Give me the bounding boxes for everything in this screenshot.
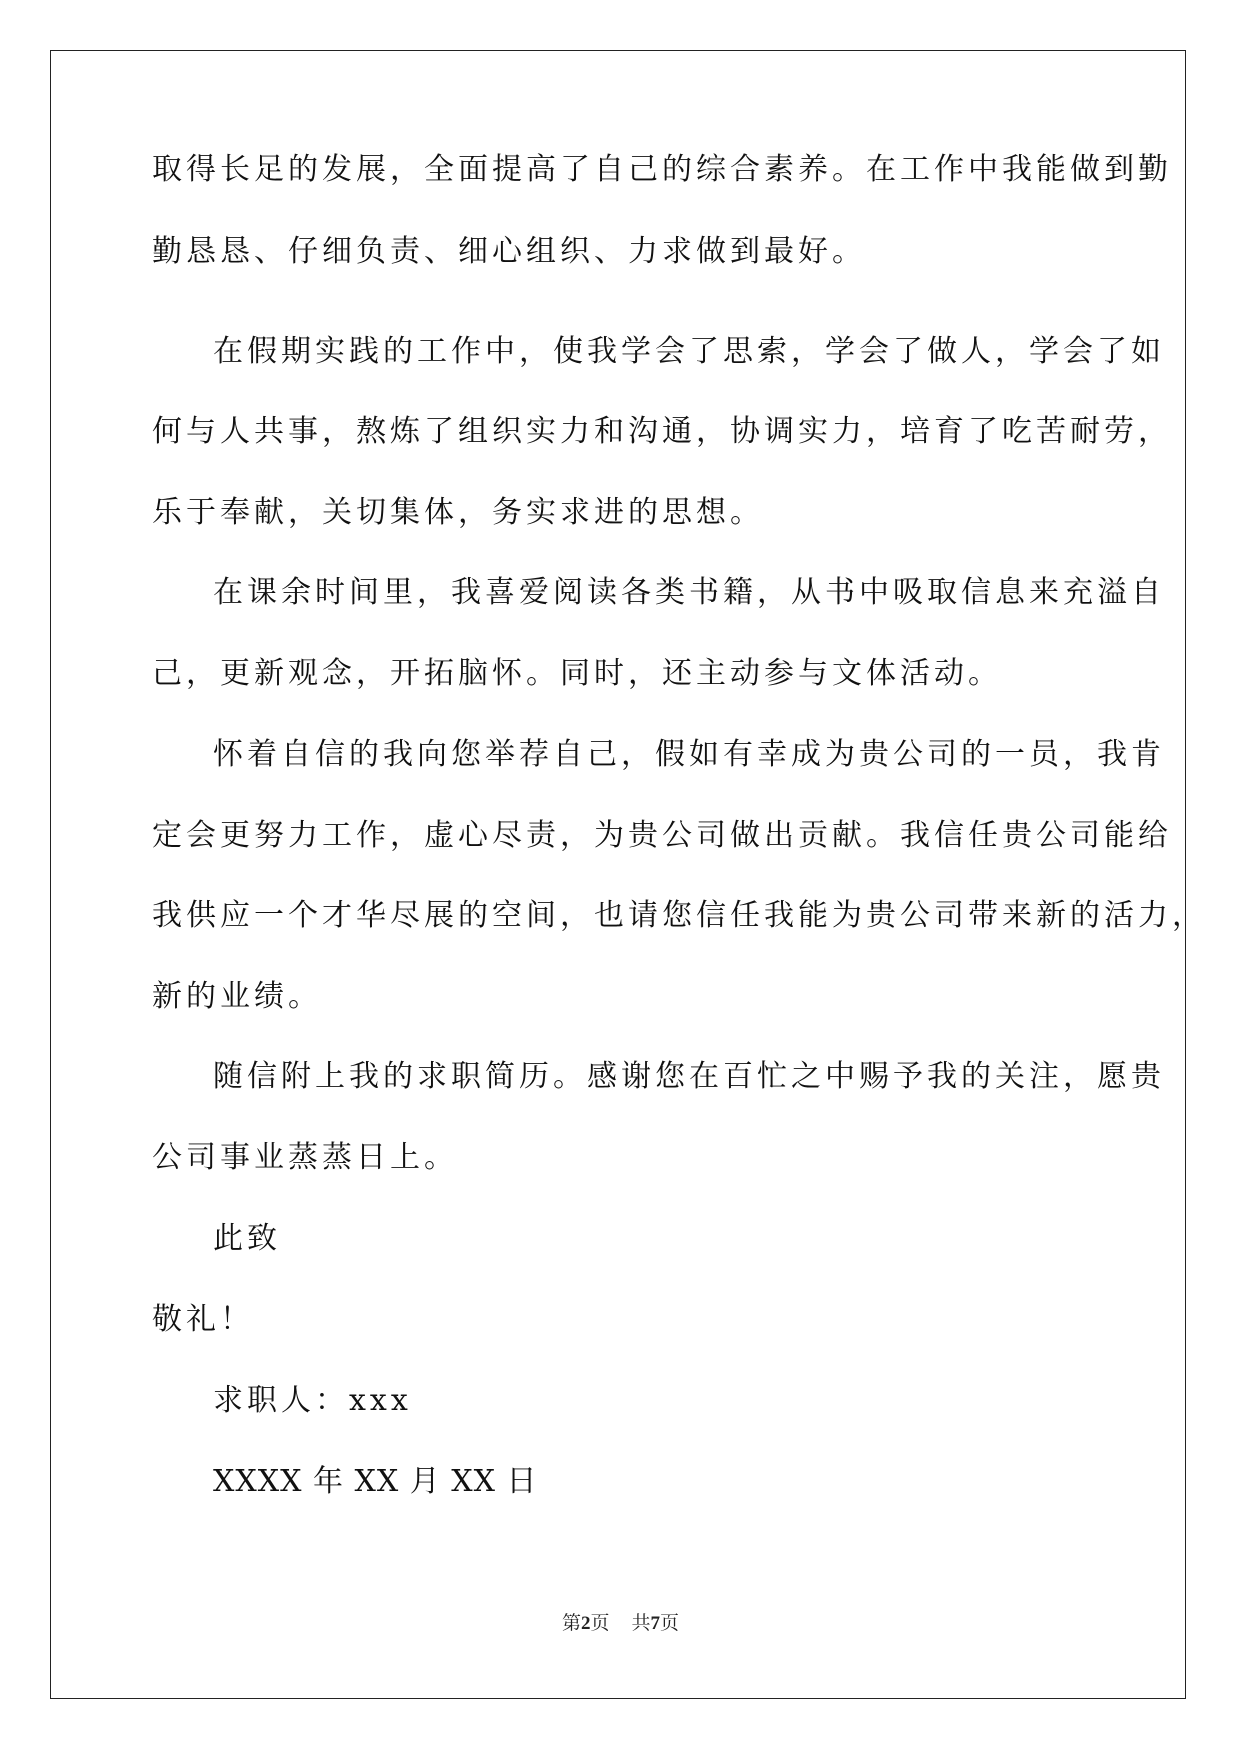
page-total: 7	[650, 1613, 661, 1634]
total-prefix: 共	[631, 1612, 651, 1634]
page-mid: 页	[590, 1612, 610, 1634]
letter-line-1: 取得长足的发展，全面提高了自己的综合素养。在工作中我能做到勤	[152, 152, 1172, 187]
page-footer	[0, 1611, 1241, 1636]
letter-line-10: 我供应一个才华尽展的空间，也请您信任我能为贵公司带来新的活力，	[152, 898, 1206, 933]
letter-line-8: 怀着自信的我向您举荐自己，假如有幸成为贵公司的一员，我肯	[213, 737, 1165, 772]
signature-date: XXXX 年 XX 月 XX 日	[213, 1464, 538, 1499]
page-border	[50, 50, 1206, 1699]
letter-line-4: 何与人共事，熬炼了组织实力和沟通，协调实力，培育了吃苦耐劳，	[152, 414, 1172, 449]
letter-line-2: 勤恳恳、仔细负责、细心组织、力求做到最好。	[152, 234, 866, 269]
letter-line-13: 公司事业蒸蒸日上。	[152, 1140, 458, 1175]
letter-line-12: 随信附上我的求职简历。感谢您在百忙之中赐予我的关注，愿贵	[213, 1059, 1165, 1094]
letter-line-3: 在假期实践的工作中，使我学会了思索，学会了做人，学会了如	[213, 334, 1165, 369]
total-suffix: 页	[660, 1612, 680, 1634]
closing-regards: 敬礼！	[152, 1302, 254, 1337]
closing-salutation: 此致	[213, 1221, 281, 1256]
letter-line-6: 在课余时间里，我喜爱阅读各类书籍，从书中吸取信息来充溢自	[213, 575, 1165, 610]
letter-line-7: 己，更新观念，开拓脑怀。同时，还主动参与文体活动。	[152, 656, 1002, 691]
page-prefix: 第	[561, 1612, 581, 1634]
letter-line-11: 新的业绩。	[152, 979, 322, 1014]
page-current: 2	[580, 1613, 591, 1634]
signature-applicant: 求职人：xxx	[213, 1383, 412, 1418]
letter-line-9: 定会更努力工作，虚心尽责，为贵公司做出贡献。我信任贵公司能给	[152, 818, 1172, 853]
letter-line-5: 乐于奉献，关切集体，务实求进的思想。	[152, 495, 764, 530]
